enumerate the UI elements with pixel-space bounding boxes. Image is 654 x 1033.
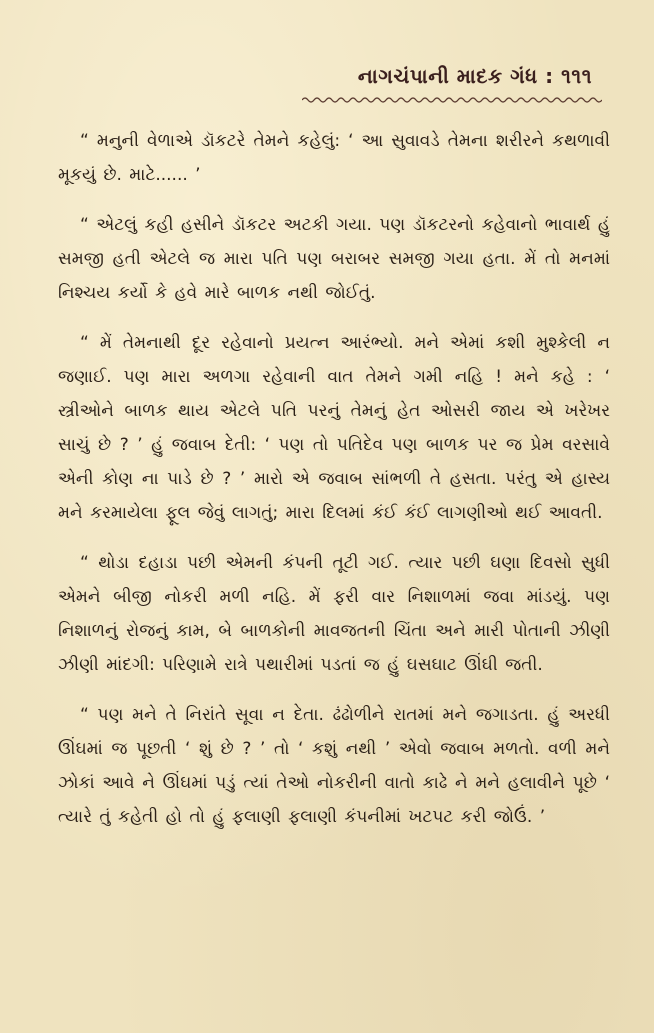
running-header: [58, 56, 610, 106]
page-title: નાગચંપાની માદક ગંધ : ૧૧૧: [357, 64, 592, 88]
paragraph: “ મનુની વેળાએ ડૉકટરે તેમને કહેલું: ‘ આ સુવાવડે તેમના શરીરને કથળાવી મૂકયું છે. માટે...... ’: [58, 131, 610, 185]
wavy-rule: [302, 96, 602, 104]
paragraph: “ થોડા દહાડા પછી એમની કંપની તૂટી ગઈ. ત્યાર પછી ઘણા દિવસો સુધી એમને બીજી નોકરી મળી નહિ. મેં ફરી વાર નિશાળમાં જવા માંડયું. પણ નિશાળનું રોજનું કામ, બે બાળકોની માવજતની ચિંતા અને મારી પોતાની ઝીણી ઝીણી માંદગી: પરિણામે રાત્રે પથારીમાં પડતાં જ હું ઘસઘાટ ઊંઘી જતી.: [58, 553, 610, 675]
paragraph: “ એટલું કહી હસીને ડૉકટર અટકી ગયા. પણ ડૉકટરનો કહેવાનો ભાવાર્થ હું સમજી હતી એટલે જ મારા પતિ પણ બરાબર સમજી ગયા હતા. મેં તો મનમાં નિશ્ચય કર્યો કે હવે મારે બાળક નથી જોઈતું.: [58, 215, 610, 303]
paragraph: “ મેં તેમનાથી દૂર રહેવાનો પ્રયત્ન આરંભ્યો. મને એમાં કશી મુશ્કેલી ન જણાઈ. પણ મારા અળગા રહેવાની વાત તેમને ગમી નહિ ! મને કહે : ‘ સ્ત્રીઓને બાળક થાય એટલે પતિ પરનું તેમનું હેત ઓસરી જાય એ ખરેખર સાચું છે ? ’ હું જવાબ દેતી: ‘ પણ તો પતિદેવ પણ બાળક પર જ પ્રેમ વરસાવે એની કોણ ના પાડે છે ? ’ મારો એ જવાબ સાંભળી તે હસતા. પરંતુ એ હાસ્ય મને કરમાયેલા ફૂલ જેવું લાગતું; મારા દિલમાં કંઈ કંઈ લાગણીઓ થઈ આવતી.: [58, 333, 610, 523]
paragraph: “ પણ મને તે નિરાંતે સૂવા ન દેતા. ઢંઢોળીને રાતમાં મને જગાડતા. હું અરધી ઊંઘમાં જ પૂછતી ‘ શું છે ? ’ તો ‘ કશું નથી ’ એવો જવાબ મળતો. વળી મને ઝોકાં આવે ને ઊંઘમાં પડું ત્યાં તેઓ નોકરીની વાતો કાઢે ને મને હલાવીને પૂછે ‘ ત્યારે તું કહેતી હો તો હું ફલાણી ફલાણી કંપનીમાં ખટપટ કરી જોઉં. ’: [58, 705, 610, 827]
